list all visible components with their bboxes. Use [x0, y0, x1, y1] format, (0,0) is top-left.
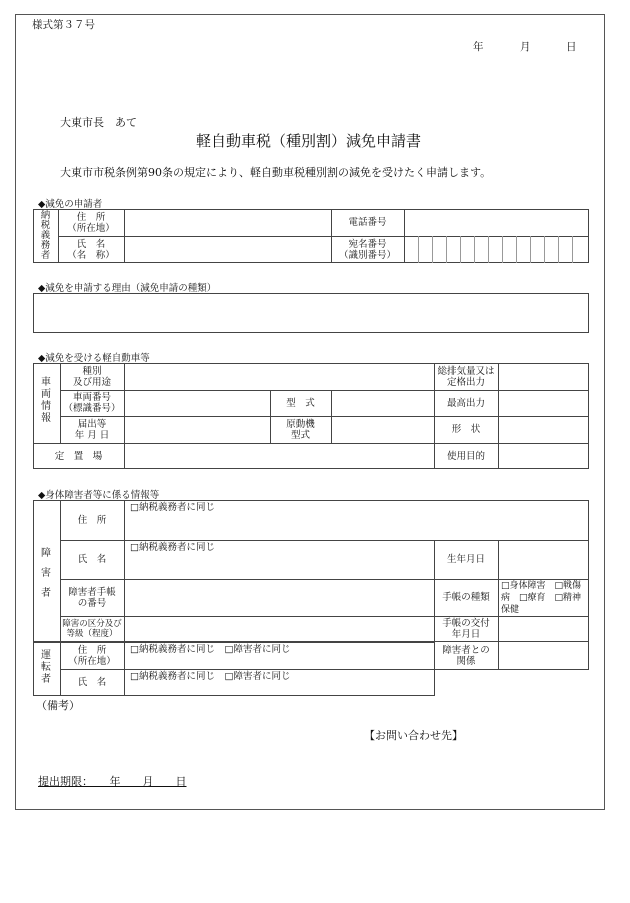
engine-model-label: 原動機 型式: [286, 418, 315, 441]
notebook-type-options[interactable]: □身体障害 □戦傷 病 □療育 □精神 保健: [501, 581, 582, 615]
submission-deadline: 提出期限： 年 月 日: [38, 775, 187, 788]
driver-address-label: 住 所 （所在地）: [68, 644, 116, 667]
date-day: 日: [566, 41, 577, 53]
notebook-type-label: 手帳の種類: [442, 592, 490, 603]
model-label: 型 式: [286, 397, 315, 409]
applicant-phone-label: 電話番号: [348, 217, 387, 228]
disability-grade-label: 障害の区分及び 等級（程度）: [62, 619, 122, 639]
shape-label: 形 状: [451, 424, 481, 435]
driver-address-same-checkboxes[interactable]: □納税義務者に同じ □障害者に同じ: [130, 644, 291, 655]
remarks-label: （備考）: [36, 699, 80, 712]
notebook-number-label: 障害者手帳 の番号: [68, 586, 116, 609]
relation-label: 障害者との 関係: [442, 644, 490, 667]
driver-name-same-checkboxes[interactable]: □納税義務者に同じ □障害者に同じ: [130, 671, 291, 682]
vehicle-group-label: 車 両 情 報: [41, 377, 51, 424]
disabled-address-same-checkbox[interactable]: □納税義務者に同じ: [130, 502, 215, 513]
form-number: 様式第３７号: [32, 19, 95, 31]
intro-text: 大東市市税条例第90条の規定により、軽自動車税種別割の減免を受けたく申請します。: [60, 166, 492, 179]
date-month: 月: [520, 41, 531, 53]
max-output-label: 最高出力: [446, 397, 485, 409]
disabled-address-label: 住 所: [77, 514, 107, 526]
date-year: 年: [473, 41, 484, 53]
contact-label: 【お問い合わせ先】: [364, 729, 463, 742]
applicant-address-label: 住 所 （所在地）: [67, 211, 115, 234]
vehicle-section-heading: ◆減免を受ける軽自動車等: [38, 353, 150, 364]
birth-date-label: 生年月日: [446, 554, 485, 565]
disabled-name-same-checkbox[interactable]: □納税義務者に同じ: [130, 542, 215, 553]
disabled-section-heading: ◆身体障害者等に係る情報等: [38, 490, 160, 501]
disabled-name-label: 氏 名: [77, 554, 107, 565]
storage-place-label: 定 置 場: [54, 450, 103, 462]
reason-box[interactable]: [33, 293, 589, 333]
applicant-name-label: 氏 名 （名 称）: [67, 238, 115, 261]
document-title: 軽自動車税（種別割）減免申請書: [196, 132, 422, 150]
taxpayer-group-label: 納 税 義 務 者: [40, 210, 51, 261]
driver-name-label: 氏 名: [77, 677, 107, 688]
registration-date-label: 届出等 年 月 日: [74, 418, 110, 441]
notebook-issue-date-label: 手帳の交付 年月日: [442, 618, 490, 640]
applicant-section-heading: ◆減免の申請者: [38, 199, 103, 210]
vehicle-type-use-label: 種別 及び用途: [72, 365, 111, 388]
driver-group-label: 運 転 者: [41, 650, 51, 685]
purpose-label: 使用目的: [446, 450, 485, 462]
applicant-id-label: 宛名番号 （識別番号）: [338, 238, 396, 261]
disabled-group-label: 障 害 者: [41, 548, 51, 599]
reason-section-heading: ◆減免を申請する理由（減免申請の種類）: [38, 283, 217, 294]
addressee: 大東市長 あて: [60, 116, 137, 129]
displacement-label: 総排気量又は 定格出力: [437, 365, 495, 388]
plate-number-label: 車両番号 （標識番号）: [63, 392, 121, 414]
